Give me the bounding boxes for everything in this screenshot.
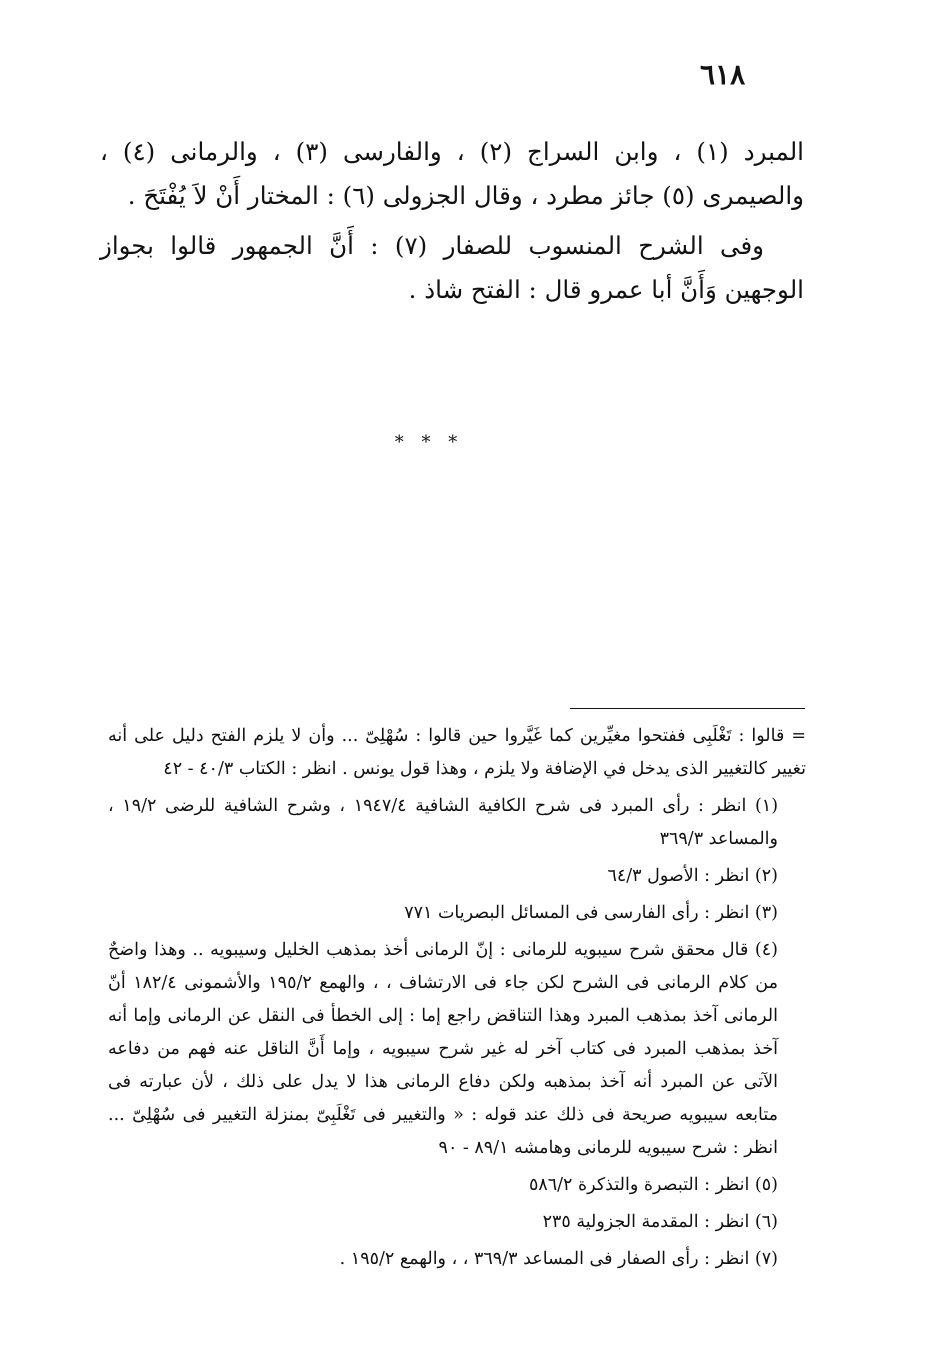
page-number: ٦١٨ — [700, 58, 746, 91]
body-paragraph: وفى الشرح المنسوب للصفار (٧) : أَنَّ الجمهور قالوا بجواز الوجهين وَأَنَّ أبا عمرو قال : الفتح شاذ . — [100, 231, 804, 304]
footnotes — [108, 720, 806, 1280]
footnote-5: (٥) انظر : التبصرة والتذكرة ٥٨٦/٢ — [528, 1175, 778, 1195]
section-separator: * * * — [394, 432, 464, 453]
footnote-7: (٧) انظر : رأى الصفار فى المساعد ٣٦٩/٣ ، ، والهمع ١٩٥/٢ . — [339, 1249, 778, 1269]
footnote-continuation: = قالوا : تَغْلَبِى ففتحوا مغيِّرين كما غَيَّروا حين قالوا : سُهْلِىّ ... وأن لا يلزم الفتح دليل على أنه تغيير كالتغيير الذى يدخل في الإضافة ولا يلزم ، وهذا قول يونس . انظر : الكتاب ٤٠/٣ - ٤٢ — [108, 726, 806, 779]
footnote-3: (٣) انظر : رأى الفارسى فى المسائل البصريات ٧٧١ — [404, 903, 778, 923]
main-text — [100, 130, 804, 312]
footnote-rule — [570, 708, 805, 709]
footnote-1: (١) انظر : رأى المبرد فى شرح الكافية الشافية ١٩٤٧/٤ ، وشرح الشافية للرضى ١٩/٢ ، والمساعد ٣٦٩/٣ — [108, 796, 779, 849]
footnote-4: (٤) قال محقق شرح سيبويه للرمانى : إنّ الرمانى أخذ بمذهب الخليل وسيبويه .. وهذا واضحٌ من كلام الرمانى فى الشرح لكن جاء فى الارتشاف ، ، والهمع ١٩٥/٢ والأشمونى ١٨٢/٤ أنّ الرمانى آخذ بمذهب المبرد وهذا التناقض راجع إما : إلى الخطأ فى النقل عن الرمانى وإما أنه آخذ بمذهب المبرد فى كتاب آخر له غير شرح سيبويه ، وإما أَنَّ الناقل عنه فهم من دفاعه الآتى عن المبرد أنه آخذ بمذهبه ولكن دفاع الرمانى هذا لا يدل على ذلك ، لأن عبارته فى متابعه سيبويه صريحة فى ذلك عند قوله : « والتغيير فى تَغْلَبِىّ بمنزلة التغيير فى سُهْلِىّ ... انظر : شرح سيبويه للرمانى وهامشه ٨٩/١ - ٩٠ — [108, 940, 778, 1158]
footnote-2: (٢) انظر : الأصول ٦٤/٣ — [607, 866, 778, 886]
footnote-6: (٦) انظر : المقدمة الجزولية ٢٣٥ — [542, 1212, 778, 1232]
body-paragraph: المبرد (١) ، وابن السراج (٢) ، والفارسى (٣) ، والرمانى (٤) ، والصيمرى (٥) جائز مطرد ، وقال الجزولى (٦) : المختار أَنْ لاَ يُفْتَحَ . — [100, 137, 804, 210]
